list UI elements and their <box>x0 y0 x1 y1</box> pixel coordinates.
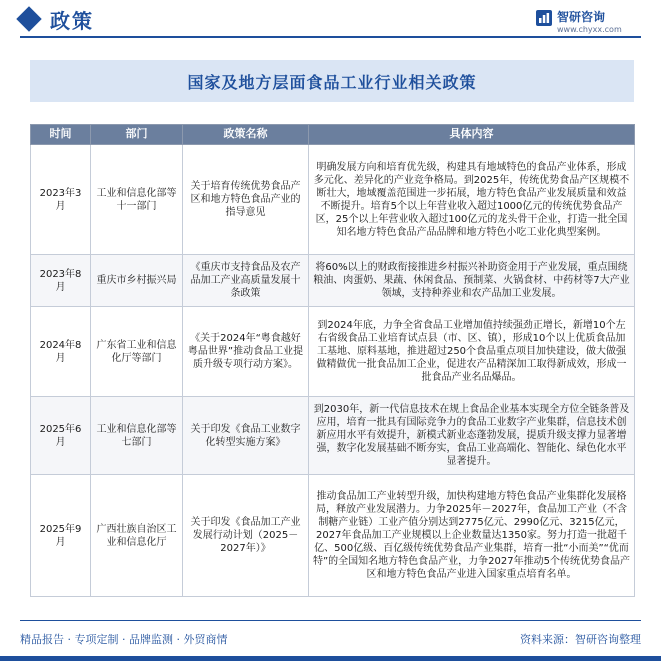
table-row <box>31 307 635 397</box>
cell-dept: 广西壮族自治区工业和信息化厅 <box>91 475 183 597</box>
brand-logo <box>535 7 645 43</box>
column-header-dept: 部门 <box>91 125 183 145</box>
cell-content: 明确发展方向和培育优先级，构建具有地域特色的食品产业体系，形成多元化、差异化的产业竞争格局。到2025年，传统优势食品产区规模不断壮大，地域覆盖范围进一步拓展，地方特色食品产业发展质量和效益不断提升。培育5个以上年营业收入超过1000亿元的传统优势食品产区，25个以上年营业收入超过100亿元的龙头骨干企业，打造一批全国知名地方特色食品产品品牌和地方特色小吃工业化典型案例。 <box>309 145 635 255</box>
policy-table <box>30 124 635 597</box>
section-title: 政策 <box>50 9 94 33</box>
cell-policy-name: 关于培育传统优势食品产区和地方特色食品产业的指导意见 <box>183 145 309 255</box>
cell-content: 将60%以上的财政衔接推进乡村振兴补助资金用于产业发展，重点围绕粮油、肉蛋奶、果蔬、休闲食品、预制菜、火锅食材、中药材等7大产业领域，支持种养业和农产品加工业发展。 <box>309 255 635 307</box>
cell-policy-name: 关于印发《食品工业数字化转型实施方案》 <box>183 397 309 475</box>
table-title-banner <box>30 60 634 102</box>
table-header-row <box>31 125 635 145</box>
column-header-time: 时间 <box>31 125 91 145</box>
footer-services: 精品报告 · 专项定制 · 品牌监测 · 外贸商情 <box>20 633 228 646</box>
cell-dept: 工业和信息化部等十一部门 <box>91 145 183 255</box>
cell-policy-name: 《关于2024年“粤食越好粤品世界”推动食品工业提质升级专项行动方案》。 <box>183 307 309 397</box>
footer-source: 资料来源：智研咨询整理 <box>520 633 641 646</box>
column-header-content: 具体内容 <box>309 125 635 145</box>
cell-time: 2023年8月 <box>31 255 91 307</box>
table-row <box>31 475 635 597</box>
cell-policy-name: 《重庆市支持食品及农产品加工产业高质量发展十条政策 <box>183 255 309 307</box>
brand-mark-icon <box>535 9 553 27</box>
cell-policy-name: 关于印发《食品加工产业发展行动计划（2025－2027年）》 <box>183 475 309 597</box>
brand-name: 智研咨询 <box>557 10 606 24</box>
cell-content: 推动食品加工产业转型升级，加快构建地方特色食品产业集群化发展格局，释放产业发展潜力。力争2025年－2027年，食品加工产业（不含制糖产业链）工业产值分别达到2775亿元、2990亿元、3215亿元，2027年食品加工产业规模以上企业数量达1350家。努力打造一批超千亿、500亿级、百亿级传统优势食品产业集群，培育一批“小而美”“优而特”的全国知名地方特色食品产业，力争2027年推动5个传统优势食品产区和地方特色食品产业进入国家重点培育名单。 <box>309 475 635 597</box>
table-row <box>31 145 635 255</box>
table-row <box>31 397 635 475</box>
cell-time: 2024年8月 <box>31 307 91 397</box>
footer-bar <box>0 656 661 661</box>
table-row <box>31 255 635 307</box>
cell-time: 2025年9月 <box>31 475 91 597</box>
brand-url: www.chyxx.com <box>557 25 622 34</box>
diamond-icon <box>16 6 41 31</box>
page-header <box>0 0 661 48</box>
cell-content: 到2024年底，力争全省食品工业增加值持续强劲正增长，新增10个左右省级食品工业培育试点县（市、区、镇），形成10个以上优质食品加工基地、原料基地，推进超过250个食品重点项目加快建设，做大做强做精做优一批食品加工企业，促进农产品精深加工取得新成效，形成一批食品产业名品爆品。 <box>309 307 635 397</box>
cell-dept: 重庆市乡村振兴局 <box>91 255 183 307</box>
table-title: 国家及地方层面食品工业行业相关政策 <box>187 72 477 92</box>
footer-divider <box>20 620 641 621</box>
cell-dept: 工业和信息化部等七部门 <box>91 397 183 475</box>
cell-time: 2023年3月 <box>31 145 91 255</box>
cell-content: 到2030年，新一代信息技术在规上食品企业基本实现全方位全链条普及应用，培育一批具有国际竞争力的食品工业数字产业集群，信息技术创新应用水平有效提升，新模式新业态蓬勃发展，提质升级支撑力显著增强，数字化发展基础不断夯实，食品工业高端化、智能化、绿色化水平显著提升。 <box>309 397 635 475</box>
cell-time: 2025年6月 <box>31 397 91 475</box>
page-footer <box>0 618 661 661</box>
column-header-name: 政策名称 <box>183 125 309 145</box>
cell-dept: 广东省工业和信息化厅等部门 <box>91 307 183 397</box>
